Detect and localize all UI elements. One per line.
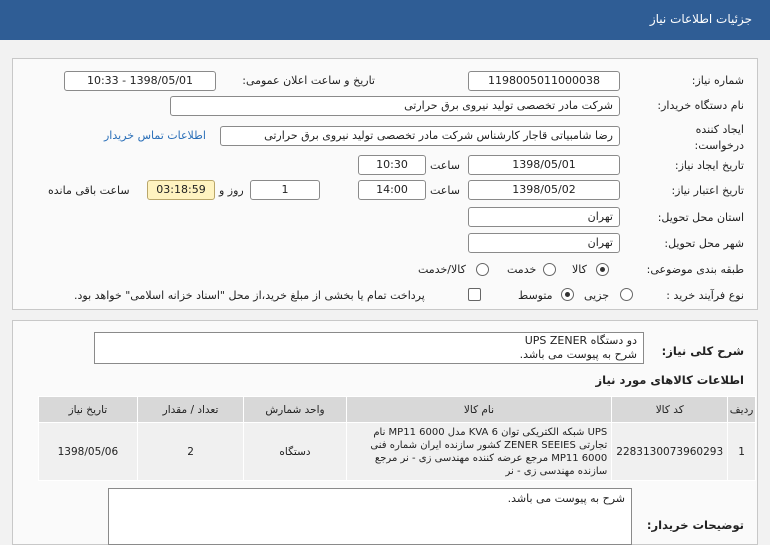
treasury-payment-text: پرداخت تمام یا بخشی از مبلغ خرید،از محل "اسناد خزانه اسلامی" خواهد بود. xyxy=(74,289,425,302)
city-label: شهر محل تحویل: xyxy=(664,237,744,250)
process-minor-radio[interactable] xyxy=(620,288,633,301)
table-row[interactable] xyxy=(39,423,756,481)
remaining-label: ساعت باقی مانده xyxy=(48,184,130,197)
valid-time-label: ساعت xyxy=(430,184,460,197)
requester-field[interactable]: رضا شامبیاتی قاجار کارشناس شرکت مادر تخصصی تولید نیروی برق حرارتی xyxy=(220,126,620,146)
buyer-label: نام دستگاه خریدار: xyxy=(657,99,744,112)
province-field[interactable]: تهران xyxy=(468,207,620,227)
summary-line-1: دو دستگاه UPS ZENER xyxy=(524,334,637,347)
col-unit: واحد شمارش xyxy=(244,397,346,423)
process-minor-label: جزیی xyxy=(584,289,610,302)
items-table xyxy=(38,396,756,481)
col-date: تاریخ نیاز xyxy=(39,397,138,423)
row-name: UPS شبکه الکتریکی توان 6 KVA مدل MP11 6000 نام تجارتی ZENER SEEIES کشور سازنده ایران شماره فنی MP11 6000 مرجع عرضه کننده مهندسی زی - نر مرجع سازنده مهندسی زی - نر xyxy=(346,423,612,481)
days-field[interactable]: 1 xyxy=(250,180,320,200)
col-name: نام کالا xyxy=(346,397,612,423)
treasury-payment-checkbox[interactable] xyxy=(468,288,481,301)
city-field[interactable]: تهران xyxy=(468,233,620,253)
buyer-notes-box[interactable] xyxy=(108,488,632,545)
summary-label: شرح کلی نیاز: xyxy=(661,344,744,358)
create-date-label: تاریخ ایجاد نیاز: xyxy=(674,159,744,172)
buyer-field[interactable]: شرکت مادر تخصصی تولید نیروی برق حرارتی xyxy=(170,96,620,116)
valid-date-field[interactable]: 1398/05/02 xyxy=(468,180,620,200)
row-unit: دستگاه xyxy=(244,423,346,481)
province-label: استان محل تحویل: xyxy=(657,211,744,224)
items-section-title: اطلاعات کالاهای مورد نیاز xyxy=(595,373,744,387)
category-goods-service-label: کالا/خدمت xyxy=(418,263,466,276)
process-medium-radio[interactable] xyxy=(561,288,574,301)
valid-date-label: تاریخ اعتبار نیاز: xyxy=(671,184,744,197)
create-date-field[interactable]: 1398/05/01 xyxy=(468,155,620,175)
need-number-label: شماره نیاز: xyxy=(691,74,744,87)
process-label: نوع فرآیند خرید : xyxy=(666,289,744,302)
valid-time-field[interactable]: 14:00 xyxy=(358,180,426,200)
need-number-field[interactable]: 1198005011000038 xyxy=(468,71,620,91)
announce-label: تاریخ و ساعت اعلان عمومی: xyxy=(242,74,375,87)
col-index: ردیف xyxy=(728,397,756,423)
create-time-label: ساعت xyxy=(430,159,460,172)
row-qty: 2 xyxy=(137,423,244,481)
category-service-radio[interactable] xyxy=(543,263,556,276)
requester-label: ایجاد کننده درخواست: xyxy=(694,123,744,152)
process-medium-label: متوسط xyxy=(518,289,553,302)
category-label: طبقه بندی موضوعی: xyxy=(646,263,744,276)
category-goods-radio[interactable] xyxy=(596,263,609,276)
summary-line-2: شرح به پیوست می باشد. xyxy=(519,348,637,361)
col-code: کد کالا xyxy=(612,397,728,423)
row-date: 1398/05/06 xyxy=(39,423,138,481)
announce-field[interactable]: 1398/05/01 - 10:33 xyxy=(64,71,216,91)
category-service-label: خدمت xyxy=(507,263,537,276)
contact-info-link[interactable]: اطلاعات تماس خریدار xyxy=(104,129,206,142)
title-bar xyxy=(0,0,770,40)
category-goods-label: کالا xyxy=(572,263,587,276)
category-goods-service-radio[interactable] xyxy=(476,263,489,276)
create-time-field[interactable]: 10:30 xyxy=(358,155,426,175)
remaining-time-field: 03:18:59 xyxy=(147,180,215,200)
buyer-notes-label: توضیحات خریدار: xyxy=(646,518,744,532)
buyer-notes-text: شرح به پیوست می باشد. xyxy=(507,492,625,505)
items-table-header xyxy=(39,397,756,423)
summary-box[interactable] xyxy=(94,332,644,364)
col-qty: تعداد / مقدار xyxy=(137,397,244,423)
row-index: 1 xyxy=(728,423,756,481)
days-label: روز و xyxy=(219,184,244,197)
page-title: جزئیات اطلاعات نیاز xyxy=(649,12,752,26)
row-code: 2283130073960293 xyxy=(612,423,728,481)
